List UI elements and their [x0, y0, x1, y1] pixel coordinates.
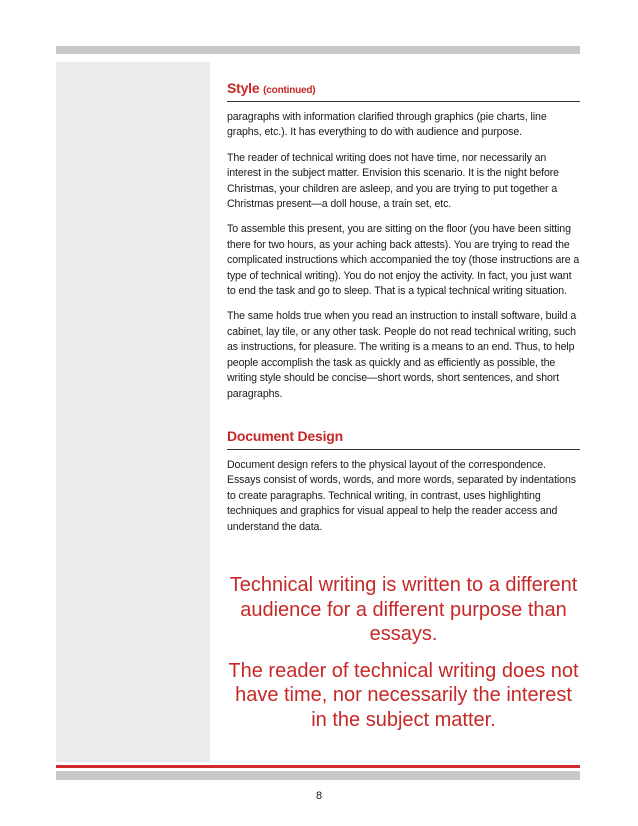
style-paragraph-2: The reader of technical writing does not have time, nor necessarily an interest in the subject matter. Envision this scenario. It is the night before Christmas, your children are asleep, and you are trying to put together a Christmas present—a doll house, a train set, etc. — [227, 151, 559, 211]
style-subtitle: (continued) — [263, 85, 316, 96]
document-design-paragraph: Document design refers to the physical layout of the correspondence. Essays consist of words, words, and more words, separated by indentations to create paragraphs. Technical writing, in contrast, uses highlighting techniques and graphics for visual appeal to help the reader access and understand the data. — [227, 458, 576, 533]
pull-quote-line-2: The reader of technical writing does not have time, nor necessarily the interest in the subject matter. — [228, 659, 579, 731]
style-paragraph-4: The same holds true when you read an instruction to install software, build a cabinet, lay tile, or any other task. People do not read technical writing, such as instructions, for pleasure. The writing is a means to an end. Thus, to help people accomplish the task as quickly and as efficiently as possible, the writing style should be concise—short words, short sentences, and short paragraphs. — [227, 310, 577, 400]
pull-quote-line-1: Technical writing is written to a different audience for a different purpose than essays. — [229, 574, 578, 645]
pull-quote — [227, 573, 580, 732]
document-design-heading — [227, 428, 580, 450]
page-content — [227, 80, 580, 545]
style-title: Style — [227, 80, 260, 96]
document-design-title: Document Design — [227, 427, 344, 444]
sidebar-panel — [56, 62, 210, 762]
bottom-grey-rule — [56, 771, 580, 780]
style-paragraph-3: To assemble this present, you are sitting on the floor (you have been sitting there for two hours, as your aching back attests). You are trying to read the complicated instructions which accompanied the toy (those instructions are a type of technical writing). You do not enjoy the activity. In fact, you just want to end the task and go to sleep. That is a typical technical writing situation. — [227, 223, 580, 298]
style-paragraph-1: paragraphs with information clarified through graphics (pie charts, line graphs, etc.). It has everything to do with audience and purpose. — [227, 111, 547, 139]
top-rule — [56, 46, 580, 54]
page-number: 8 — [315, 790, 323, 802]
style-heading — [227, 80, 580, 102]
bottom-red-rule — [56, 765, 580, 768]
